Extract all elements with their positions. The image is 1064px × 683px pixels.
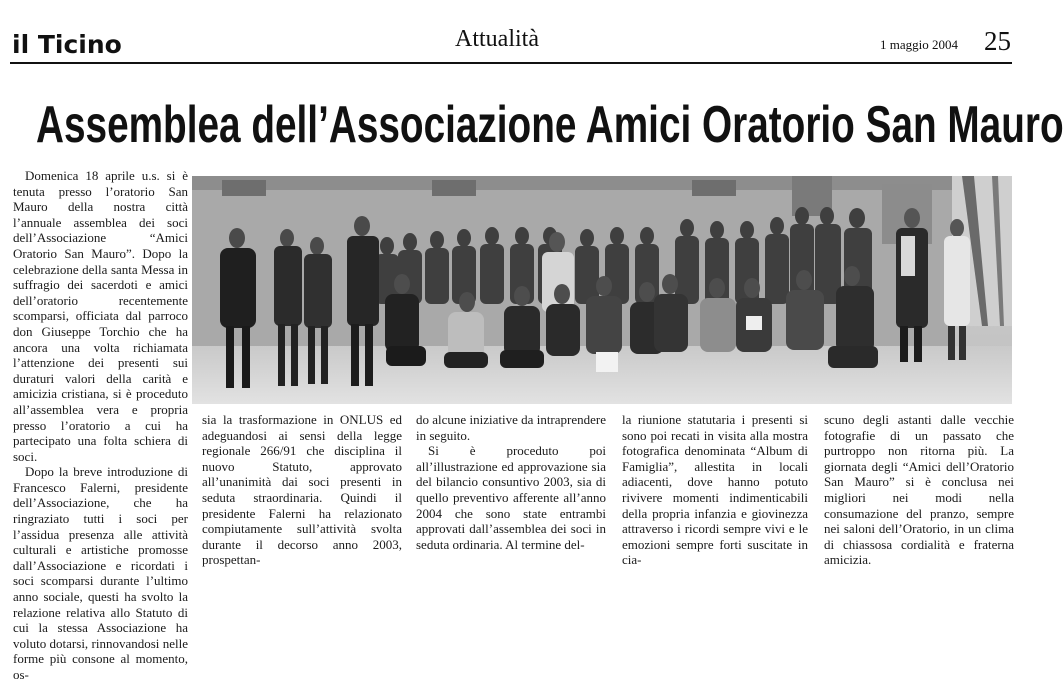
page-number: 25 xyxy=(984,26,1011,56)
article-paragraph: do alcune iniziative da intraprendere in seguito. xyxy=(416,412,606,443)
article-paragraph: Domenica 18 aprile u.s. si è tenuta presso l’oratorio San Mauro della nostra città l’annuale assemblea dei soci dell’Associazione “Amici Oratorio San Mauro”. Dopo la celebrazione della santa Messa in suffragio dei sacerdoti e amici dell’oratorio recentemente scomparsi, officiata dal parroco don Giuseppe Torchio che ha ancora una volta richiamata l’attenzione dei presenti sui duraturi valori della carità e amicizia cristiana, si è proceduto all’assemblea vera e propria presso l’oratorio a cui ha partecipato una folta schiera di soci. xyxy=(13,168,188,464)
article-paragraph: Si è proceduto poi all’illustrazione ed approvazione sia del bilancio consuntivo 2003, sia di quello preventivo afferente all’anno 2004 che sono state entrambi approvati dall’assemblea dei soci in seduta ordinaria. Al termine del- xyxy=(416,443,606,552)
newspaper-masthead: il Ticino xyxy=(12,30,122,59)
article-column-1 xyxy=(13,168,188,683)
article-paragraph: scuno degli astanti dalle vecchie fotografie di un passato che purtroppo non ritorna più. La giornata degli “Amici dell’Oratorio San Mauro” si è conclusa nei migliori nei modi nella consumazione del pranzo, sempre nei saloni dell’Oratorio, in un clima di chiassosa cordialità e fraterna amicizia. xyxy=(824,412,1014,568)
group-photo xyxy=(192,176,1012,404)
article-column-3 xyxy=(416,412,606,552)
issue-date: 1 maggio 2004 xyxy=(880,37,958,52)
article-column-5 xyxy=(824,412,1014,568)
article-column-2 xyxy=(202,412,402,568)
article-column-4 xyxy=(622,412,808,568)
article-paragraph: la riunione statutaria i presenti si sono poi recati in visita alla mostra fotografica denominata “Album di Famiglia”, allestita in locali adiacenti, dove hanno potuto rivivere momenti indimenticabili della propria infanzia e giovinezza attraverso i ricordi sempre vivi e le emozioni sempre forti suscitate in cia- xyxy=(622,412,808,568)
section-title: Attualità xyxy=(455,26,539,52)
header-rule xyxy=(10,62,1012,64)
article-headline: Assemblea dell’Associazione Amici Oratorio San Mauro xyxy=(36,96,1064,154)
article-paragraph: Dopo la breve introduzione di Francesco Falerni, presidente dell’Associazione, che ha ringraziato tutti i soci per l’assidua presenza alle attività culturali e artistiche promosse dall’Associazione e ricordati i soci scomparsi durante l’ultimo anno sociale, questi ha svolto la relazione relativa allo Statuto di cui la stessa Associazione ha voluto dotarsi, rinnovandosi nelle forme più consone al momento, os- xyxy=(13,464,188,682)
article-paragraph: sia la trasformazione in ONLUS ed adeguandosi ai sensi della legge regionale 266/91 che disciplina il nuovo Statuto, approvato all’unanimità dai soci presenti in seduta straordinaria. Quindi il presidente Falerni ha relazionato compiutamente sull’attività svolta durante il decorso anno 2003, prospettan- xyxy=(202,412,402,568)
